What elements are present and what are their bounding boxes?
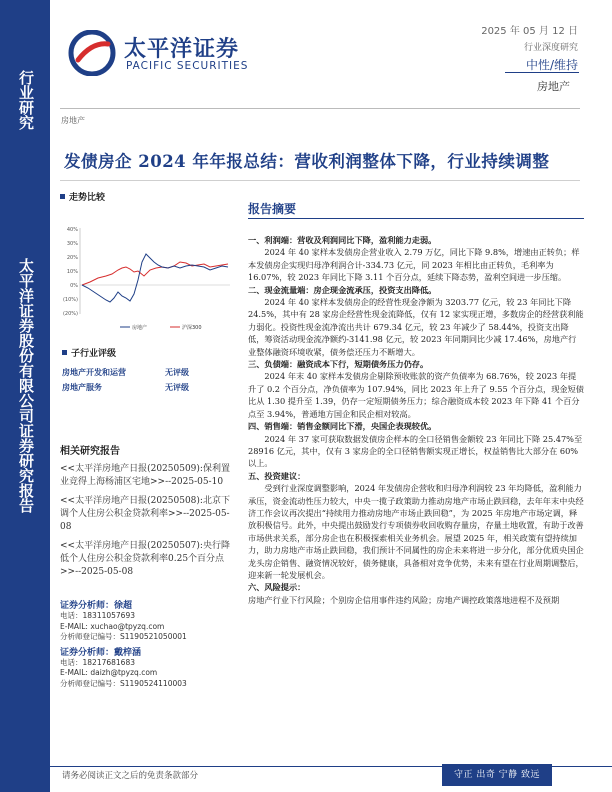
company-logo <box>68 30 268 76</box>
ytick-label: (10%) <box>62 297 78 303</box>
trend-chart-svg <box>60 210 235 340</box>
summary-subheading: 五、投资建议： <box>248 470 306 481</box>
summary-heading: 报告摘要 <box>248 202 297 216</box>
ytick-label: 40% <box>66 227 78 233</box>
logo-text-en: PACIFIC SECURITIES <box>126 60 249 72</box>
sub-industry-rating <box>62 346 232 395</box>
rating-value: 无评级 <box>165 382 189 392</box>
rating-name: 房地产服务 <box>62 382 102 392</box>
analyst-info <box>60 596 238 689</box>
report-title: 发债房企 2024 年年报总结：营收利润整体下降，行业持续调整 <box>64 152 550 171</box>
rating-value: 无评级 <box>165 367 189 377</box>
related-report-link[interactable]: <<太平洋房地产日报(20250507):央行降低个人住房公积金贷款利率0.25个百分点>>--2025-05-08 <box>60 541 230 577</box>
logo-text-cn: 太平洋证券 <box>124 37 240 62</box>
related-report-link[interactable]: <<太平洋房地产日报(20250508):北京下调个人住房公积金贷款利率>>--2025-05-08 <box>60 496 230 532</box>
industry-tag: 房地产 <box>61 116 85 125</box>
analyst-name: 证券分析师：徐超 <box>60 601 133 611</box>
related-reports <box>60 442 238 585</box>
trend-heading-text: 走势比较 <box>69 193 106 203</box>
summary-paragraph: 2024 年 37 家可获取数据发债房企样本的全口径销售金额较 23 年同比下降 25.47%至 28916 亿元，其中，仅有 3 家房企的全口径销售额实现正增长，权益销售比大部分在 60%以上。 <box>248 433 583 469</box>
summary-subheading: 一、利润端：营收及利润同比下降，盈利能力走弱。 <box>248 235 437 245</box>
series-line-realestate <box>82 254 228 302</box>
industry-rating: 中性/维持 <box>525 58 578 72</box>
analyst-phone: 电话：18311057693 <box>60 611 135 620</box>
summary-paragraph: 受到行业深度调整影响，2024 年发债房企营收和归母净利润较 23 年均降低，盈利能力承压，资金流动性压力较大，中央一揽子政策助力推动房地产市场止跌回稳，去年年末中央经济工作会议再次提出“持续用力推动房地产市场止跌回稳”，为 2025 年房地产市场定调，释放积极信号。此外，中央提出鼓励发行专项债券收回收购存量房，存量土地收置，有助于改善市场供求关系，部分房企也在积极探索相关业务机会。展望 2025 年，相关政策有望持续加力，助力房地产市场止跌回稳，我们预计不同属性的房企未来将进一步分化，部分优质央国企龙头房企销售、融资情况较好，债务健康，具备相对竞争优势，未来有望在行业周期调整后，迎来新一轮发展机会。 <box>248 483 584 580</box>
summary-paragraph: 房地产行业下行风险；个别房企信用事件违约风险；房地产调控政策落地进程不及预期 <box>248 594 560 605</box>
summary-body <box>248 234 584 606</box>
sidebar-company: 太平洋证券股份有限公司证券研究报告 <box>17 258 35 513</box>
trend-heading <box>60 190 235 203</box>
rating-name: 房地产开发和运营 <box>62 367 126 377</box>
summary-subheading: 三、负债端：融资成本下行，短期债务压力仍存。 <box>248 359 429 370</box>
analyst-email[interactable]: E-MAIL: daizh@tpyzq.com <box>60 668 158 677</box>
rating-heading <box>62 346 232 359</box>
analyst-email[interactable]: E-MAIL: xuchao@tpyzq.com <box>60 621 165 631</box>
industry-name: 房地产 <box>537 80 570 93</box>
title-divider <box>60 180 580 181</box>
ytick-label: (20%) <box>62 311 78 317</box>
header-divider <box>505 72 579 73</box>
analyst-id: 分析师登记编号：S1190524110003 <box>60 678 187 688</box>
square-bullet-icon <box>62 350 67 355</box>
related-heading: 相关研究报告 <box>60 446 120 457</box>
analyst-id: 分析师登记编号：S1190521050001 <box>60 632 187 641</box>
sidebar <box>0 0 50 792</box>
logo-mark-icon <box>68 30 116 76</box>
square-bullet-icon <box>60 194 65 199</box>
analyst-phone: 电话：18217681683 <box>60 657 135 667</box>
ytick-label: 10% <box>66 269 78 275</box>
ytick-label: 30% <box>66 241 78 247</box>
summary-paragraph: 2024 年末 40 家样本发债房企剔除预收账款的资产负债率为 68.76%，较 2023 年提升了 0.2 个百分点，净负债率为 107.94%，同比 2023 年上升了 9.55 个百分点，现金短债比从 1.30 提升至 1.39，仍存一定短期债务压力；综合融资成本较 2023 年下降 41 个百分点至 3.94%，普通地方国企和民企相对较高。 <box>248 371 584 419</box>
ytick-label: 20% <box>66 255 78 261</box>
table-row <box>62 365 232 380</box>
disclaimer-note: 请务必阅读正文之后的免责条款部分 <box>62 771 199 781</box>
legend-realestate: 房地产 <box>132 325 148 331</box>
summary-paragraph: 2024 年 40 家样本发债房企营业收入 2.79 万亿，同比下降 9.8%，增速由正转负；样本发债房企实现归母净利润合计-334.73 亿元，同 2023 年相比由正转负，毛利率为 16.07%，较 2023 年同比下降 3.11 个百分点，延续下降态势，盈利空间进一步压缩。 <box>248 247 580 283</box>
table-row <box>62 380 232 395</box>
sidebar-report-type: 行业研究 <box>17 70 35 130</box>
legend-hs300: 沪深300 <box>182 325 202 331</box>
rating-table <box>62 365 232 395</box>
summary-subheading: 四、销售端：销售金额同比下滑，央国企表现较优。 <box>248 421 437 432</box>
summary-subheading: 六、风险提示： <box>248 582 306 593</box>
series-line-hs300 <box>82 262 228 285</box>
report-date: 2025 年 05 月 12 日 <box>481 26 578 37</box>
related-report-link[interactable]: <<太平洋房地产日报(20250509):保利置业竞得上海杨浦区宅地>>--2025-05-10 <box>60 464 230 487</box>
summary-subheading: 二、现金流量端：房企现金流承压，投资支出降低。 <box>248 284 437 295</box>
report-type: 行业深度研究 <box>523 43 578 53</box>
summary-divider <box>248 218 584 219</box>
rating-heading-text: 子行业评级 <box>71 349 117 359</box>
trend-chart <box>60 210 235 340</box>
tag-divider <box>60 108 580 109</box>
analyst-name: 证券分析师：戴梓涵 <box>60 647 142 658</box>
summary-paragraph: 2024 年 40 家样本发债房企的经营性现金净额为 3203.77 亿元，较 23 年同比下降 24.5%，其中有 28 家房企经营性现金流降低，仅有 12 家实现正增，多数房企的经营获利能力弱化。投资性现金流净流出共计 679.34 亿元，较 23 年减少了 58.44%，投资支出降低，筹资活动现金流净额约-3141.98 亿元，较 2023 年同期同比少减 17.46%，房地产行业整体融资环境收紧，债务偿还压力不断增大。 <box>248 297 584 357</box>
company-motto: 守正 出奇 宁静 致远 <box>442 764 552 786</box>
ytick-label: 0% <box>70 283 78 289</box>
